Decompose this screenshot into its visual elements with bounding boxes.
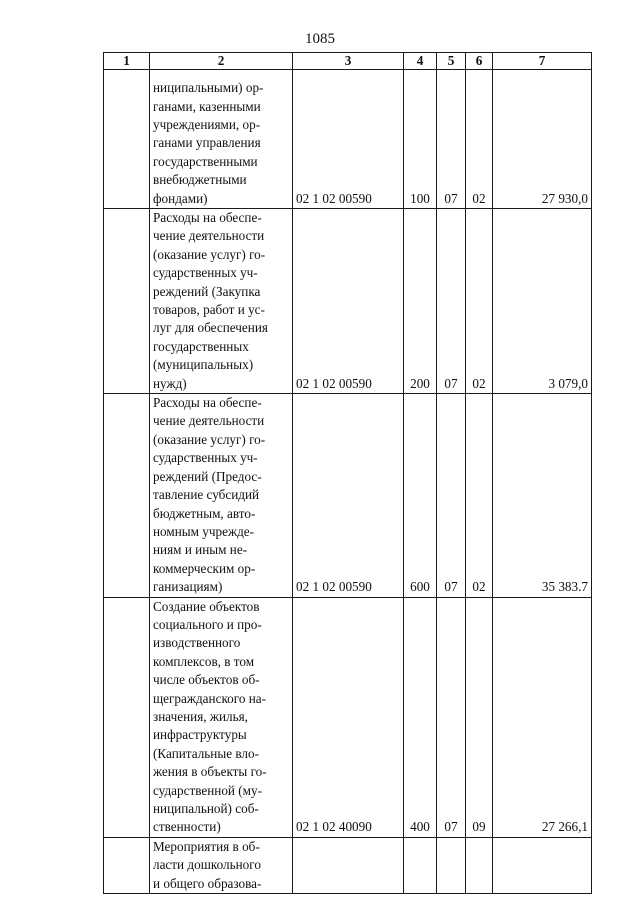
column-header-4: 4 bbox=[404, 53, 437, 70]
column-header-1: 1 bbox=[104, 53, 150, 70]
section-code: 07 bbox=[437, 70, 466, 209]
subsection-code: 02 bbox=[466, 394, 493, 597]
table-header-row bbox=[104, 53, 592, 70]
amount-value: 35 383.7 bbox=[493, 394, 592, 597]
target-article-code: 02 1 02 00590 bbox=[293, 394, 404, 597]
amount-value: 3 079,0 bbox=[493, 209, 592, 394]
subsection-code bbox=[466, 837, 493, 893]
section-code: 07 bbox=[437, 394, 466, 597]
section-code bbox=[437, 837, 466, 893]
amount-value bbox=[493, 837, 592, 893]
expense-description: ниципальными) ор- ганами, казенными учреждениями, ор- ганами управления государственными внебюджетными фондами) bbox=[150, 70, 293, 209]
column-header-6: 6 bbox=[466, 53, 493, 70]
row-number-cell bbox=[104, 597, 150, 837]
subsection-code: 09 bbox=[466, 597, 493, 837]
target-article-code: 02 1 02 00590 bbox=[293, 209, 404, 394]
amount-value: 27 266,1 bbox=[493, 597, 592, 837]
column-header-2: 2 bbox=[150, 53, 293, 70]
table-row bbox=[104, 394, 592, 597]
amount-value: 27 930,0 bbox=[493, 70, 592, 209]
target-article-code: 02 1 02 00590 bbox=[293, 70, 404, 209]
table-row bbox=[104, 209, 592, 394]
expense-type-code: 600 bbox=[404, 394, 437, 597]
row-number-cell bbox=[104, 70, 150, 209]
expense-type-code: 100 bbox=[404, 70, 437, 209]
expense-description: Мероприятия в об- ласти дошкольного и общего образова- bbox=[150, 837, 293, 893]
table-row bbox=[104, 70, 592, 209]
row-number-cell bbox=[104, 394, 150, 597]
table-row bbox=[104, 837, 592, 893]
budget-table bbox=[103, 52, 592, 894]
expense-description: Расходы на обеспе- чение деятельности (оказание услуг) го- сударственных уч- реждений (Предос- тавление субсидий бюджетным, авто- номным учрежде- ниям и иным не- коммерческим ор- ганизациям) bbox=[150, 394, 293, 597]
target-article-code bbox=[293, 837, 404, 893]
expense-type-code: 400 bbox=[404, 597, 437, 837]
target-article-code: 02 1 02 40090 bbox=[293, 597, 404, 837]
column-header-3: 3 bbox=[293, 53, 404, 70]
subsection-code: 02 bbox=[466, 70, 493, 209]
row-number-cell bbox=[104, 209, 150, 394]
expense-type-code bbox=[404, 837, 437, 893]
expense-description: Создание объектов социального и про- изводственного комплексов, в том числе объектов об- щегражданского на- значения, жилья, инфраструктуры (Капитальные вло- жения в объекты го- сударственной (му- ниципальной) соб- ственности) bbox=[150, 597, 293, 837]
section-code: 07 bbox=[437, 597, 466, 837]
row-number-cell bbox=[104, 837, 150, 893]
column-header-7: 7 bbox=[493, 53, 592, 70]
expense-type-code: 200 bbox=[404, 209, 437, 394]
column-header-5: 5 bbox=[437, 53, 466, 70]
table-row bbox=[104, 597, 592, 837]
section-code: 07 bbox=[437, 209, 466, 394]
subsection-code: 02 bbox=[466, 209, 493, 394]
expense-description: Расходы на обеспе- чение деятельности (оказание услуг) го- сударственных уч- реждений (Закупка товаров, работ и ус- луг для обеспечения государственных (муниципальных) нужд) bbox=[150, 209, 293, 394]
page-number: 1085 bbox=[305, 31, 335, 47]
